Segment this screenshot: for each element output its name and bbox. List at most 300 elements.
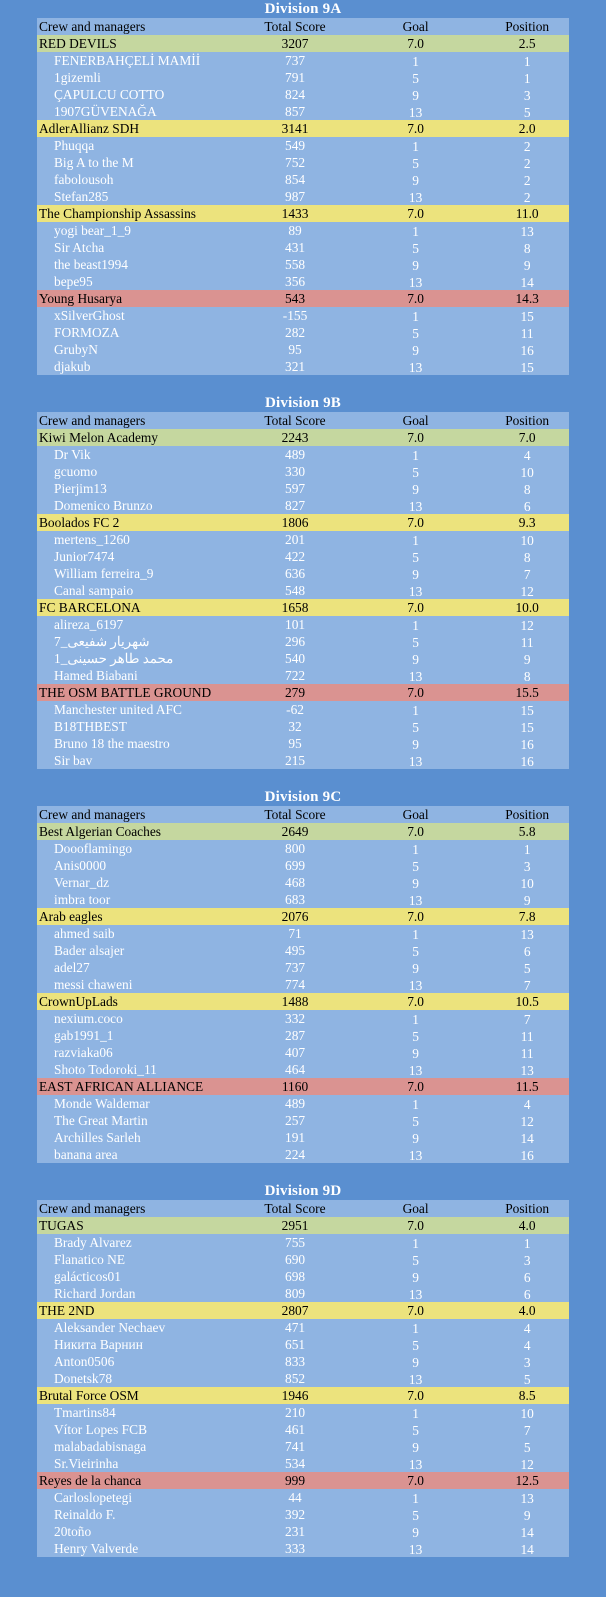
manager-position: 7 [523,1012,531,1027]
manager-name: GrubyN [54,342,98,357]
manager-goal: 9 [412,173,419,188]
manager-goal: 9 [412,482,419,497]
manager-name: 1907GÜVENAĞA [54,104,157,119]
manager-row [37,256,569,273]
manager-name: Donetsk78 [54,1371,113,1386]
manager-name: ahmed saib [54,926,115,941]
manager-position: 10 [520,1406,534,1421]
manager-position: 4 [523,448,531,463]
manager-row [37,942,569,959]
crew-name: Boolados FC 2 [39,515,120,530]
manager-goal: 13 [408,499,423,514]
column-header-goal: Goal [402,1201,429,1216]
manager-name: Vernar_dz [54,875,110,890]
manager-goal: 5 [412,859,419,874]
crew-name: The Championship Assassins [39,206,196,221]
crew-total-score: 3141 [281,121,309,136]
manager-name: The Great Martin [54,1113,148,1128]
manager-goal: 13 [408,754,423,769]
manager-goal: 13 [408,1063,423,1078]
manager-row [37,1285,569,1302]
manager-name: Hamed Biabani [54,668,138,683]
crew-total-score: 543 [284,291,306,306]
manager-goal: 1 [412,139,419,154]
column-header-position: Position [505,807,550,822]
manager-goal: 9 [412,1355,419,1370]
manager-score: 737 [285,53,306,68]
crew-goal: 7.0 [407,1079,424,1094]
manager-row [37,633,569,650]
manager-goal: 9 [412,1525,419,1540]
manager-position: 5 [523,1372,531,1387]
manager-goal: 5 [412,1423,419,1438]
manager-row [37,718,569,735]
manager-position: 1 [523,71,531,86]
manager-score: 683 [285,892,306,907]
manager-position: 11 [520,635,534,650]
manager-score: 231 [285,1524,306,1539]
manager-score: 809 [285,1286,306,1301]
manager-position: 15 [520,360,534,375]
manager-row [37,480,569,497]
manager-name: Anton0506 [54,1354,115,1369]
manager-row [37,188,569,205]
division-9a [37,0,569,375]
crew-position: 10.0 [515,600,539,615]
crew-row [37,599,569,616]
manager-score: 257 [285,1113,306,1128]
manager-name: 1gizemli [54,70,101,85]
manager-name: FENERBAHÇELİ MAMİİ [54,53,201,68]
manager-position: 2 [523,139,531,154]
crew-goal: 7.0 [407,515,424,530]
crew-goal: 7.0 [407,206,424,221]
manager-name: galácticos01 [54,1269,121,1284]
manager-score: 356 [285,274,306,289]
manager-goal: 9 [412,258,419,273]
manager-position: 1 [523,1236,531,1251]
division-title: Division 9A [264,1,342,17]
manager-position: 13 [520,1063,534,1078]
manager-name: Stefan285 [54,189,109,204]
crew-name: Reyes de la chanca [39,1473,142,1488]
manager-goal: 1 [412,54,419,69]
manager-score: 833 [285,1354,306,1369]
manager-row [37,273,569,290]
table-header-row [37,412,569,429]
manager-score: 800 [285,841,306,856]
manager-row [37,239,569,256]
division-title: Division 9C [264,789,342,805]
manager-name: Bruno 18 the maestro [54,736,170,751]
manager-score: 987 [285,189,306,204]
manager-position: 14 [520,1525,534,1540]
manager-goal: 5 [412,720,419,735]
manager-position: 6 [523,499,531,514]
manager-name: Sr.Vieirinha [54,1456,119,1471]
manager-score: 534 [285,1456,306,1471]
crew-goal: 7.0 [407,1218,424,1233]
manager-name: fabolousoh [54,172,114,187]
manager-row [37,1370,569,1387]
manager-position: 12 [520,1457,534,1472]
manager-row [37,1146,569,1163]
column-header-score: Total Score [264,807,326,822]
crew-row [37,993,569,1010]
crew-name: Brutal Force OSM [39,1388,139,1403]
crew-name: THE OSM BATTLE GROUND [39,685,212,700]
manager-name: 20toño [54,1524,92,1539]
manager-name: William ferreira_9 [54,566,154,581]
manager-position: 2 [523,173,531,188]
manager-position: 8 [523,550,531,565]
manager-position: 15 [520,309,534,324]
manager-row [37,1027,569,1044]
manager-score: 690 [285,1252,306,1267]
manager-goal: 1 [412,309,419,324]
manager-position: 9 [523,258,531,273]
manager-goal: 1 [412,1406,419,1421]
manager-goal: 5 [412,635,419,650]
manager-score: 722 [285,668,306,683]
manager-row [37,1010,569,1027]
manager-row [37,1540,569,1557]
division-title: Division 9D [264,1183,342,1199]
manager-goal: 1 [412,618,419,633]
manager-score: 651 [285,1337,306,1352]
manager-name: Sir bav [54,753,93,768]
crew-total-score: 3207 [281,36,309,51]
manager-name: djakub [54,359,91,374]
manager-position: 11 [520,326,534,341]
crew-total-score: 1658 [281,600,309,615]
manager-position: 7 [523,978,531,993]
manager-name: gab1991_1 [54,1028,114,1043]
standings-table [37,806,569,1163]
manager-goal: 13 [408,1457,423,1472]
crew-goal: 7.0 [407,291,424,306]
manager-score: 857 [285,104,306,119]
table-header-row [37,1200,569,1217]
crew-goal: 7.0 [407,824,424,839]
manager-goal: 13 [408,978,423,993]
manager-goal: 5 [412,241,419,256]
manager-position: 16 [520,754,534,769]
manager-row [37,1234,569,1251]
manager-score: 752 [285,155,306,170]
manager-row [37,959,569,976]
manager-goal: 13 [408,360,423,375]
manager-name: imbra toor [54,892,111,907]
crew-goal: 7.0 [407,36,424,51]
manager-name: gcuomo [54,464,98,479]
column-header-score: Total Score [264,413,326,428]
crew-goal: 7.0 [407,994,424,1009]
manager-score: 464 [285,1062,306,1077]
manager-row [37,1336,569,1353]
manager-score: 330 [285,464,306,479]
manager-score: 89 [288,223,302,238]
standings-table [37,412,569,769]
manager-row [37,103,569,120]
manager-score: 852 [285,1371,306,1386]
manager-position: 13 [520,927,534,942]
manager-row [37,874,569,891]
manager-score: 698 [285,1269,306,1284]
manager-position: 6 [523,944,531,959]
manager-row [37,735,569,752]
manager-name: razviaka06 [54,1045,113,1060]
manager-goal: 9 [412,88,419,103]
manager-score: -155 [282,308,308,323]
manager-goal: 13 [408,893,423,908]
crew-goal: 7.0 [407,1388,424,1403]
crew-position: 10.5 [515,994,539,1009]
crew-row [37,684,569,701]
manager-name: Big A to the M [54,155,134,170]
manager-name: bepe95 [54,274,93,289]
crew-position: 14.3 [515,291,539,306]
crew-position: 2.0 [518,121,536,136]
manager-name: Doooflamingo [54,841,133,856]
manager-row [37,341,569,358]
manager-score: 95 [288,736,302,751]
manager-score: 392 [285,1507,306,1522]
manager-position: 12 [520,618,534,633]
manager-name: B18THBEST [54,719,127,734]
manager-position: 4 [523,1321,531,1336]
column-header-goal: Goal [402,19,429,34]
manager-goal: 13 [408,1372,423,1387]
column-header-goal: Goal [402,413,429,428]
crew-total-score: 999 [284,1473,306,1488]
manager-row [37,171,569,188]
manager-position: 6 [523,1270,531,1285]
crew-name: CrownUpLads [39,994,118,1009]
manager-goal: 9 [412,343,419,358]
crew-name: Best Algerian Coaches [39,824,161,839]
manager-position: 2 [523,190,531,205]
manager-goal: 1 [412,533,419,548]
manager-score: 854 [285,172,306,187]
manager-name: adel27 [54,960,90,975]
manager-row [37,531,569,548]
manager-score: 296 [285,634,306,649]
manager-row [37,976,569,993]
manager-score: 333 [285,1541,306,1556]
manager-position: 7 [523,567,531,582]
manager-position: 10 [520,533,534,548]
crew-position: 8.5 [518,1388,536,1403]
manager-position: 8 [523,241,531,256]
manager-position: 8 [523,669,531,684]
standings-table [37,18,569,375]
manager-row [37,1268,569,1285]
manager-goal: 13 [408,584,423,599]
manager-name: Aleksander Nechaev [54,1320,166,1335]
manager-name: Phuqqa [54,138,95,153]
manager-row [37,1438,569,1455]
manager-position: 3 [523,88,531,103]
manager-name: alireza_6197 [54,617,124,632]
crew-position: 4.0 [518,1303,536,1318]
manager-position: 6 [523,1287,531,1302]
manager-position: 3 [523,1355,531,1370]
manager-goal: 5 [412,550,419,565]
manager-score: 468 [285,875,306,890]
crew-total-score: 1488 [281,994,309,1009]
crew-total-score: 2807 [281,1303,309,1318]
column-header-position: Position [505,19,550,34]
manager-name: Dr Vik [54,447,91,462]
crew-total-score: 2076 [281,909,309,924]
manager-name: Henry Valverde [54,1541,139,1556]
manager-position: 3 [523,859,531,874]
manager-score: 741 [285,1439,306,1454]
manager-goal: 5 [412,156,419,171]
column-header-position: Position [505,1201,550,1216]
manager-row [37,154,569,171]
manager-position: 2 [523,156,531,171]
manager-score: 461 [285,1422,306,1437]
manager-score: 737 [285,960,306,975]
manager-goal: 13 [408,105,423,120]
manager-name: Canal sampaio [54,583,134,598]
manager-score: 489 [285,447,306,462]
manager-name: malabadabisnaga [54,1439,147,1454]
manager-position: 9 [523,1508,531,1523]
manager-goal: 5 [412,1114,419,1129]
crew-name: FC BARCELONA [39,600,141,615]
column-header-position: Position [505,413,550,428]
manager-position: 9 [523,893,531,908]
manager-goal: 13 [408,190,423,205]
manager-position: 9 [523,652,531,667]
manager-row [37,1129,569,1146]
manager-score: 636 [285,566,306,581]
column-header-name: Crew and managers [39,807,146,822]
manager-score: 489 [285,1096,306,1111]
manager-name: Brady Alvarez [54,1235,132,1250]
manager-name: Archilles Sarleh [54,1130,141,1145]
manager-goal: 9 [412,737,419,752]
manager-goal: 9 [412,1131,419,1146]
crew-row [37,1078,569,1095]
manager-name: Никита Варнин [54,1337,143,1352]
manager-row [37,891,569,908]
table-header-row [37,806,569,823]
manager-name: banana area [54,1147,118,1162]
crew-row [37,1387,569,1404]
manager-row [37,137,569,154]
manager-name: messi chaweni [54,977,133,992]
manager-goal: 1 [412,1012,419,1027]
manager-row [37,1353,569,1370]
manager-name: ÇAPULCU COTTO [54,87,165,102]
crew-goal: 7.0 [407,121,424,136]
manager-row [37,840,569,857]
manager-row [37,324,569,341]
manager-score: 755 [285,1235,306,1250]
manager-goal: 9 [412,961,419,976]
column-header-score: Total Score [264,1201,326,1216]
manager-goal: 13 [408,1542,423,1557]
manager-row [37,358,569,375]
manager-score: 407 [285,1045,306,1060]
division-9c [37,788,569,1163]
crew-position: 11.5 [515,1079,539,1094]
manager-goal: 5 [412,1253,419,1268]
manager-goal: 5 [412,465,419,480]
manager-row [37,650,569,667]
manager-goal: 5 [412,326,419,341]
division-9d [37,1182,569,1557]
manager-row [37,1489,569,1506]
manager-name: FORMOZA [54,325,120,340]
manager-score: 282 [285,325,306,340]
crew-row [37,290,569,307]
manager-name: Shoto Todoroki_11 [54,1062,157,1077]
crew-row [37,1302,569,1319]
manager-goal: 1 [412,1491,419,1506]
manager-position: 5 [523,105,531,120]
manager-name: Bader alsajer [54,943,125,958]
division-title: Division 9B [265,395,341,411]
manager-name: nexium.coco [54,1011,123,1026]
division-9b [37,394,569,769]
crew-row [37,205,569,222]
column-header-score: Total Score [264,19,326,34]
manager-position: 11 [520,1046,534,1061]
crew-total-score: 2243 [281,430,309,445]
manager-goal: 5 [412,1029,419,1044]
manager-name: شهریار شفیعی_7 [54,634,150,649]
crew-total-score: 1160 [281,1079,309,1094]
manager-row [37,1523,569,1540]
manager-row [37,925,569,942]
manager-row [37,1251,569,1268]
crew-position: 12.5 [515,1473,539,1488]
manager-goal: 5 [412,944,419,959]
manager-position: 8 [523,482,531,497]
manager-score: 548 [285,583,306,598]
manager-name: mertens_1260 [54,532,130,547]
crew-row [37,35,569,52]
manager-row [37,1421,569,1438]
manager-score: 791 [285,70,306,85]
manager-score: 191 [285,1130,306,1145]
manager-score: 224 [285,1147,306,1162]
crew-row [37,514,569,531]
manager-position: 7 [523,1423,531,1438]
manager-position: 4 [523,1338,531,1353]
manager-row [37,1112,569,1129]
manager-name: Flanatico NE [54,1252,126,1267]
manager-name: Manchester united AFC [54,702,182,717]
manager-name: the beast1994 [54,257,129,272]
manager-row [37,463,569,480]
manager-score: 471 [285,1320,306,1335]
manager-score: 210 [285,1405,306,1420]
manager-goal: 1 [412,1097,419,1112]
manager-score: 699 [285,858,306,873]
manager-goal: 5 [412,1338,419,1353]
manager-position: 13 [520,1491,534,1506]
manager-name: Carloslopetegi [54,1490,133,1505]
manager-position: 16 [520,343,534,358]
column-header-name: Crew and managers [39,413,146,428]
manager-score: 597 [285,481,306,496]
